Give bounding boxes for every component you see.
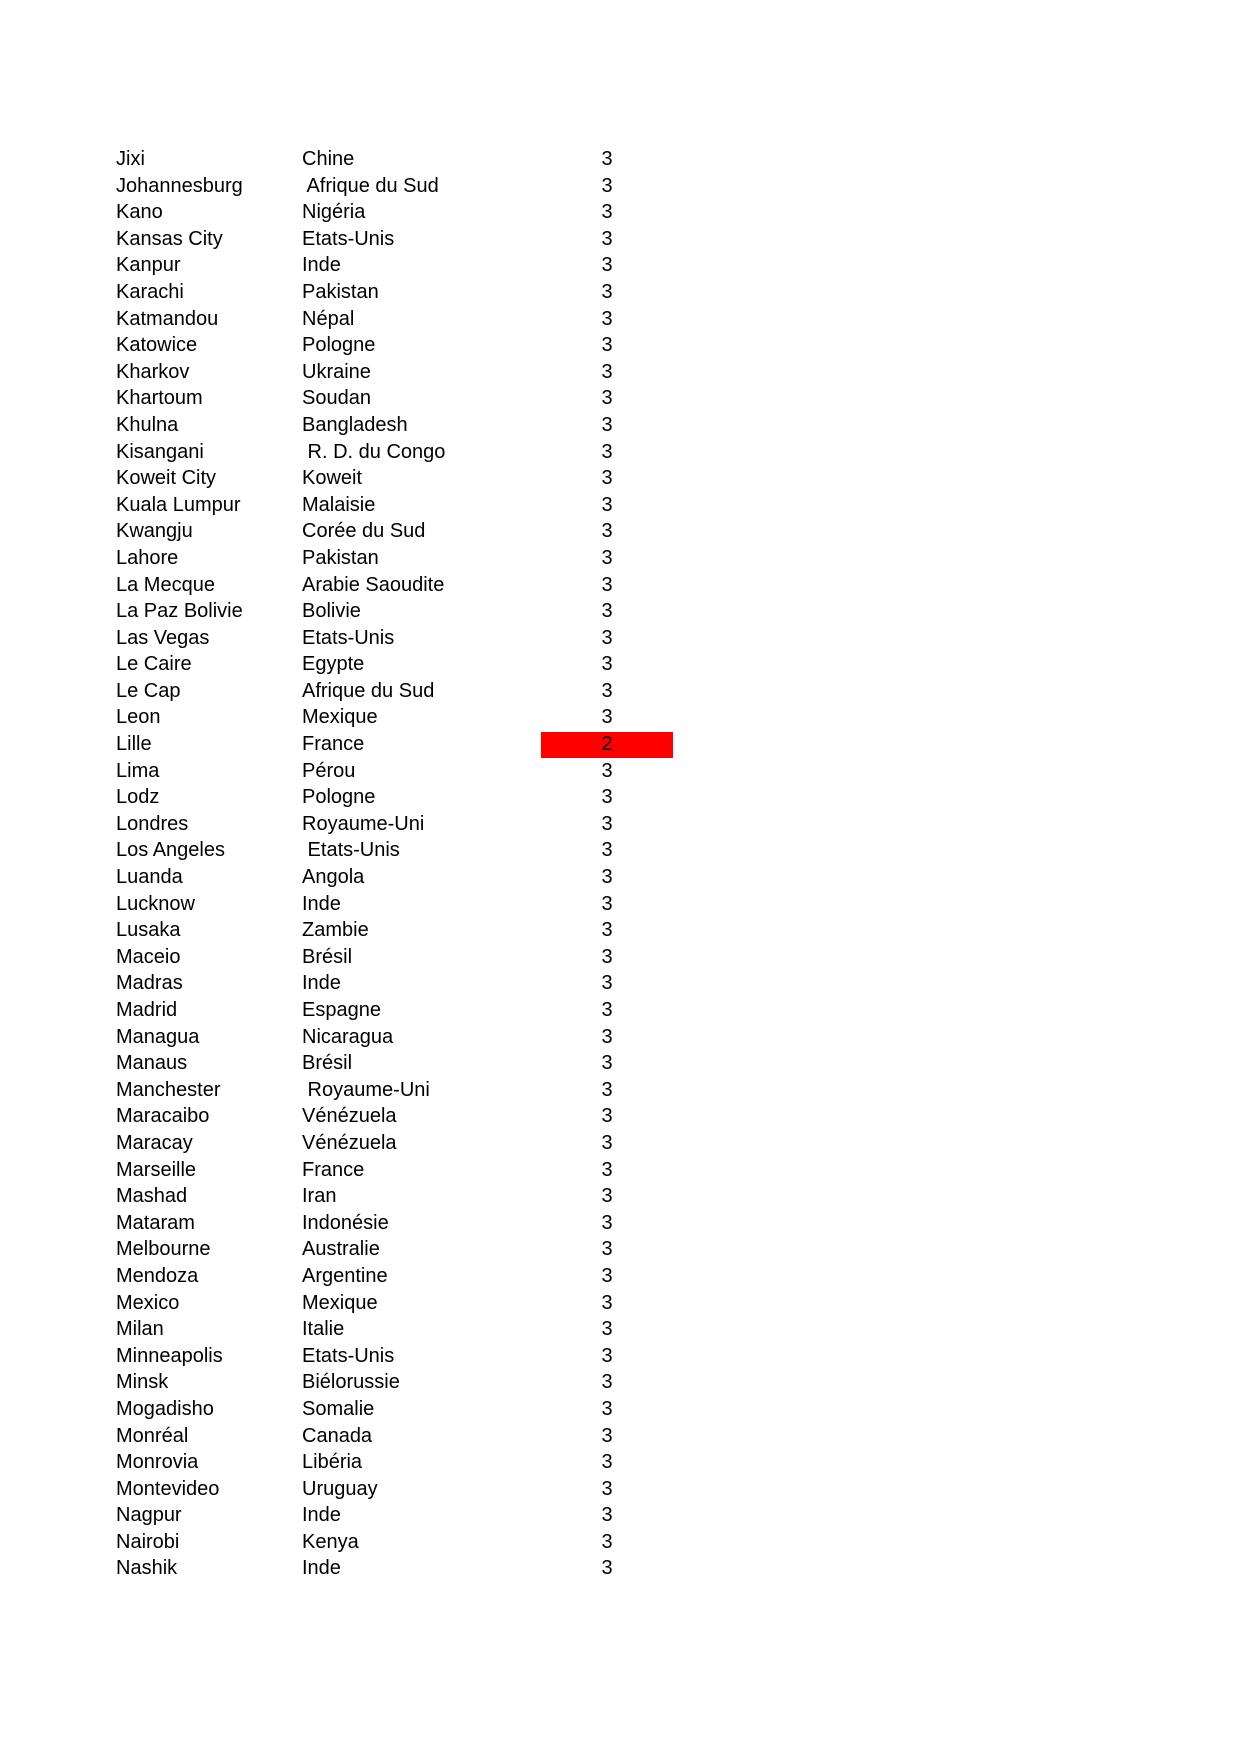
table-row [0, 545, 1241, 572]
table-row [0, 199, 1241, 226]
country-cell[interactable]: Brésil [302, 945, 353, 968]
country-cell[interactable]: Pakistan [302, 546, 379, 569]
city-cell[interactable]: Madras [116, 972, 183, 995]
value-cell[interactable]: 3 [601, 1078, 613, 1101]
table-row [0, 332, 1241, 359]
country-cell[interactable]: Etats-Unis [302, 626, 395, 649]
table-row [0, 651, 1241, 678]
country-cell[interactable]: Malaisie [302, 493, 376, 516]
city-cell[interactable]: Leon [116, 706, 161, 729]
country-cell[interactable]: Angola [302, 866, 365, 889]
table-row [0, 837, 1241, 864]
value-cell[interactable]: 3 [601, 1052, 613, 1075]
country-cell[interactable]: R. D. du Congo [302, 440, 446, 463]
city-cell[interactable]: Nairobi [116, 1530, 180, 1553]
table-row [0, 1449, 1241, 1476]
country-cell[interactable]: Afrique du Sud [302, 679, 435, 702]
city-cell[interactable]: Nagpur [116, 1504, 182, 1527]
city-cell[interactable]: Johannesburg [116, 174, 243, 197]
table-row [0, 1343, 1241, 1370]
country-cell[interactable]: Uruguay [302, 1477, 378, 1500]
table-row [0, 385, 1241, 412]
city-cell[interactable]: Koweit City [116, 467, 217, 490]
city-cell[interactable]: Milan [116, 1318, 164, 1341]
city-cell[interactable]: Marseille [116, 1158, 197, 1181]
table-row [0, 1369, 1241, 1396]
value-cell[interactable]: 3 [601, 174, 613, 197]
country-cell[interactable]: Libéria [302, 1451, 363, 1474]
value-cell[interactable]: 3 [601, 1025, 613, 1048]
city-cell[interactable]: Karachi [116, 280, 184, 303]
country-cell[interactable]: Biélorussie [302, 1371, 400, 1394]
value-cell[interactable]: 2 [541, 732, 673, 758]
city-cell[interactable]: La Mecque [116, 573, 215, 596]
city-cell[interactable]: Kuala Lumpur [116, 493, 241, 516]
table-row [0, 465, 1241, 492]
table-row [0, 306, 1241, 333]
country-cell[interactable]: Somalie [302, 1397, 375, 1420]
value-cell[interactable]: 3 [601, 1557, 613, 1580]
table-row [0, 173, 1241, 200]
country-cell[interactable]: Vénézuela [302, 1131, 397, 1154]
table-row [0, 1476, 1241, 1503]
table-row [0, 359, 1241, 386]
spreadsheet-table [0, 146, 1241, 1582]
table-row [0, 784, 1241, 811]
country-cell[interactable]: Inde [302, 972, 341, 995]
country-cell[interactable]: Royaume-Uni [302, 812, 425, 835]
city-cell[interactable]: Maceio [116, 945, 181, 968]
value-cell[interactable]: 3 [601, 520, 613, 543]
city-cell[interactable]: Katowice [116, 334, 198, 357]
value-cell[interactable]: 3 [601, 1158, 613, 1181]
city-cell[interactable]: Le Caire [116, 653, 192, 676]
table-row [0, 1050, 1241, 1077]
city-cell[interactable]: Nashik [116, 1557, 178, 1580]
country-cell[interactable]: Soudan [302, 387, 371, 410]
country-cell[interactable]: Koweit [302, 467, 363, 490]
table-row [0, 891, 1241, 918]
country-cell[interactable]: Iran [302, 1185, 337, 1208]
country-cell[interactable]: Inde [302, 1504, 341, 1527]
city-cell[interactable]: Khulna [116, 413, 179, 436]
city-cell[interactable]: Kano [116, 201, 163, 224]
value-cell[interactable]: 3 [601, 227, 613, 250]
table-row [0, 704, 1241, 731]
value-cell[interactable]: 3 [601, 1211, 613, 1234]
city-cell[interactable]: Managua [116, 1025, 200, 1048]
value-cell[interactable]: 3 [601, 467, 613, 490]
value-cell[interactable]: 3 [601, 254, 613, 277]
country-cell[interactable]: Pologne [302, 334, 376, 357]
country-cell[interactable]: Ukraine [302, 360, 371, 383]
value-cell[interactable]: 3 [601, 1291, 613, 1314]
value-cell[interactable]: 3 [601, 413, 613, 436]
country-cell[interactable]: Afrique du Sud [302, 174, 439, 197]
value-cell[interactable]: 3 [601, 1530, 613, 1553]
value-cell[interactable]: 3 [601, 1424, 613, 1447]
value-cell[interactable]: 3 [601, 972, 613, 995]
value-cell[interactable]: 3 [601, 1451, 613, 1474]
country-cell[interactable]: Etats-Unis [302, 227, 395, 250]
table-row [0, 1396, 1241, 1423]
value-cell[interactable]: 3 [601, 812, 613, 835]
city-cell[interactable]: Lodz [116, 786, 160, 809]
city-cell[interactable]: Maracay [116, 1131, 193, 1154]
table-row [0, 917, 1241, 944]
city-cell[interactable]: Lille [116, 733, 152, 756]
value-cell[interactable]: 3 [601, 1105, 613, 1128]
city-cell[interactable]: Maracaibo [116, 1105, 210, 1128]
table-row [0, 518, 1241, 545]
table-row [0, 864, 1241, 891]
value-cell[interactable]: 3 [601, 546, 613, 569]
city-cell[interactable]: Los Angeles [116, 839, 225, 862]
city-cell[interactable]: Lucknow [116, 892, 195, 915]
table-row [0, 1290, 1241, 1317]
city-cell[interactable]: Londres [116, 812, 189, 835]
value-cell[interactable]: 3 [601, 148, 613, 170]
country-cell[interactable]: Népal [302, 307, 355, 330]
value-cell[interactable]: 3 [601, 1185, 613, 1208]
country-cell[interactable]: Inde [302, 892, 341, 915]
value-cell[interactable]: 3 [601, 493, 613, 516]
value-cell[interactable]: 3 [601, 1264, 613, 1287]
table-row [0, 1529, 1241, 1556]
city-cell[interactable]: Le Cap [116, 679, 181, 702]
city-cell[interactable]: Mexico [116, 1291, 180, 1314]
country-cell[interactable]: Bangladesh [302, 413, 408, 436]
value-cell[interactable]: 3 [601, 839, 613, 862]
table-row [0, 1103, 1241, 1130]
value-cell[interactable]: 3 [601, 307, 613, 330]
city-cell[interactable]: Manaus [116, 1052, 188, 1075]
value-cell[interactable]: 3 [601, 706, 613, 729]
table-row [0, 1502, 1241, 1529]
country-cell[interactable]: Zambie [302, 919, 369, 942]
value-cell[interactable]: 3 [601, 360, 613, 383]
country-cell[interactable]: Arabie Saoudite [302, 573, 445, 596]
value-cell[interactable]: 3 [601, 1397, 613, 1420]
city-cell[interactable]: Minsk [116, 1371, 169, 1394]
country-cell[interactable]: Pologne [302, 786, 376, 809]
table-row [0, 1077, 1241, 1104]
city-cell[interactable]: Jixi [116, 148, 145, 170]
value-cell[interactable]: 3 [601, 1238, 613, 1261]
value-cell[interactable]: 3 [601, 626, 613, 649]
table-row [0, 678, 1241, 705]
country-cell[interactable]: Argentine [302, 1264, 388, 1287]
value-cell[interactable]: 3 [601, 1504, 613, 1527]
value-cell[interactable]: 3 [601, 1318, 613, 1341]
country-cell[interactable]: Mexique [302, 1291, 378, 1314]
country-cell[interactable]: Australie [302, 1238, 380, 1261]
country-cell[interactable]: Egypte [302, 653, 365, 676]
country-cell[interactable]: Etats-Unis [302, 839, 400, 862]
city-cell[interactable]: Monrovia [116, 1451, 199, 1474]
country-cell[interactable]: Corée du Sud [302, 520, 426, 543]
country-cell[interactable]: Bolivie [302, 600, 361, 623]
table-row [0, 970, 1241, 997]
table-row [0, 572, 1241, 599]
value-cell[interactable]: 3 [601, 679, 613, 702]
country-cell[interactable]: Chine [302, 148, 355, 170]
city-cell[interactable]: Mashad [116, 1185, 188, 1208]
value-cell[interactable]: 3 [601, 573, 613, 596]
value-cell[interactable]: 3 [601, 1131, 613, 1154]
country-cell[interactable]: France [302, 733, 365, 756]
table-row [0, 731, 1241, 758]
table-row [0, 1263, 1241, 1290]
country-cell[interactable]: Canada [302, 1424, 373, 1447]
country-cell[interactable]: Brésil [302, 1052, 353, 1075]
value-cell[interactable]: 3 [601, 334, 613, 357]
value-cell[interactable]: 3 [601, 387, 613, 410]
country-cell[interactable]: Pérou [302, 759, 356, 782]
country-cell[interactable]: Vénézuela [302, 1105, 397, 1128]
city-cell[interactable]: Kansas City [116, 227, 223, 250]
table-row [0, 598, 1241, 625]
table-row [0, 1157, 1241, 1184]
value-cell[interactable]: 3 [601, 1371, 613, 1394]
table-row [0, 439, 1241, 466]
table-row [0, 252, 1241, 279]
value-cell[interactable]: 3 [601, 600, 613, 623]
city-cell[interactable]: Mogadisho [116, 1397, 214, 1420]
city-cell[interactable]: Khartoum [116, 387, 203, 410]
country-cell[interactable]: Inde [302, 1557, 341, 1580]
value-cell[interactable]: 3 [601, 1344, 613, 1367]
table-row [0, 1130, 1241, 1157]
table-row [0, 412, 1241, 439]
city-cell[interactable]: Kharkov [116, 360, 190, 383]
value-cell[interactable]: 3 [601, 999, 613, 1021]
city-cell[interactable]: Lusaka [116, 919, 181, 942]
country-cell[interactable]: Etats-Unis [302, 1344, 395, 1367]
country-cell[interactable]: Pakistan [302, 280, 379, 303]
city-cell[interactable]: Minneapolis [116, 1344, 223, 1367]
table-row [0, 811, 1241, 838]
value-cell[interactable]: 3 [601, 201, 613, 224]
value-cell[interactable]: 3 [601, 280, 613, 303]
city-cell[interactable]: La Paz Bolivie [116, 600, 243, 623]
table-row [0, 625, 1241, 652]
country-cell[interactable]: Espagne [302, 999, 381, 1021]
city-cell[interactable]: Manchester [116, 1078, 221, 1101]
table-row [0, 1183, 1241, 1210]
country-cell[interactable]: Mexique [302, 706, 378, 729]
country-cell[interactable]: Indonésie [302, 1211, 389, 1234]
city-cell[interactable]: Luanda [116, 866, 183, 889]
value-cell[interactable]: 3 [601, 892, 613, 915]
city-cell[interactable]: Melbourne [116, 1238, 211, 1261]
value-cell[interactable]: 3 [601, 653, 613, 676]
country-cell[interactable]: Kenya [302, 1530, 359, 1553]
table-row [0, 1423, 1241, 1450]
city-cell[interactable]: Las Vegas [116, 626, 210, 649]
city-cell[interactable]: Kanpur [116, 254, 181, 277]
table-row [0, 758, 1241, 785]
table-row [0, 1555, 1241, 1582]
city-cell[interactable]: Monréal [116, 1424, 189, 1447]
city-cell[interactable]: Madrid [116, 999, 178, 1021]
city-cell[interactable]: Kisangani [116, 440, 204, 463]
country-cell[interactable]: Nicaragua [302, 1025, 394, 1048]
city-cell[interactable]: Kwangju [116, 520, 193, 543]
value-cell[interactable]: 3 [601, 1477, 613, 1500]
country-cell[interactable]: Inde [302, 254, 341, 277]
table-row [0, 226, 1241, 253]
table-row [0, 1210, 1241, 1237]
country-cell[interactable]: Royaume-Uni [302, 1078, 430, 1101]
city-cell[interactable]: Mendoza [116, 1264, 199, 1287]
city-cell[interactable]: Mataram [116, 1211, 195, 1234]
table-row [0, 1024, 1241, 1051]
country-cell[interactable]: Nigéria [302, 201, 366, 224]
table-row [0, 279, 1241, 306]
value-cell[interactable]: 3 [601, 945, 613, 968]
value-cell[interactable]: 3 [601, 759, 613, 782]
value-cell[interactable]: 3 [601, 786, 613, 809]
table-row [0, 944, 1241, 971]
value-cell[interactable]: 3 [601, 440, 613, 463]
table-row [0, 1316, 1241, 1343]
country-cell[interactable]: Italie [302, 1318, 345, 1341]
table-row [0, 492, 1241, 519]
city-cell[interactable]: Lahore [116, 546, 179, 569]
country-cell[interactable]: France [302, 1158, 365, 1181]
table-row [0, 146, 1241, 173]
table-row [0, 1236, 1241, 1263]
table-row [0, 997, 1241, 1024]
value-cell[interactable]: 3 [601, 866, 613, 889]
value-cell[interactable]: 3 [601, 919, 613, 942]
city-cell[interactable]: Montevideo [116, 1477, 220, 1500]
city-cell[interactable]: Katmandou [116, 307, 219, 330]
city-cell[interactable]: Lima [116, 759, 160, 782]
